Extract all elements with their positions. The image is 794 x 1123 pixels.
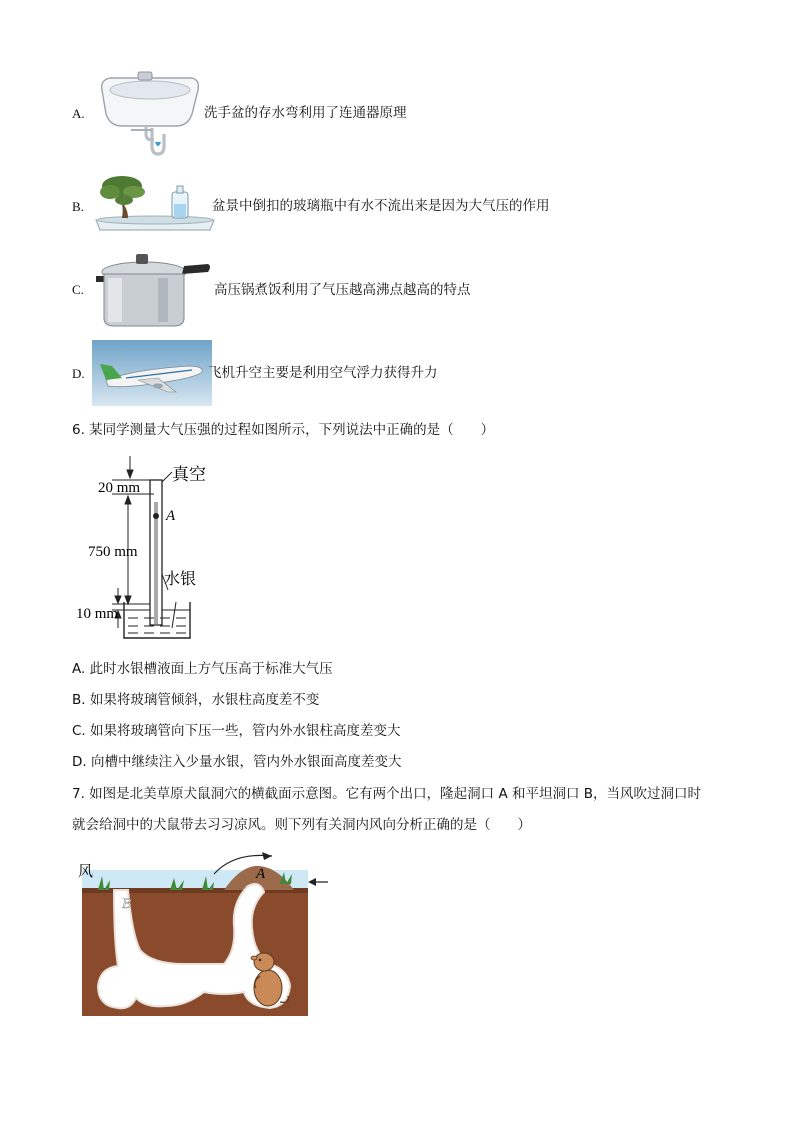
bonsai-image [94,170,216,238]
label-vacuum: 真空 [172,465,206,485]
option-c-letter: C. [72,282,84,297]
label-point-a: A [166,508,176,524]
option-a-text: 洗手盆的存水弯利用了连通器原理 [204,105,407,121]
label-depth: 10 mm [76,606,119,622]
burrow-diagram [74,846,332,1022]
label-top-gap: 20 mm [98,480,141,496]
barometer-diagram [74,452,224,651]
q6-choice-a: A. 此时水银槽液面上方气压高于标准大气压 [72,661,333,677]
label-b: B [122,896,132,912]
option-a-letter: A. [72,106,85,121]
q6-stem: 6. 某同学测量大气压强的过程如图所示，下列说法中正确的是（ ） [72,422,495,438]
q6-choice-d: D. 向槽中继续注入少量水银，管内外水银面高度差变大 [72,754,402,770]
label-a: A [256,866,266,882]
option-b-text: 盆景中倒扣的玻璃瓶中有水不流出来是因为大气压的作用 [212,198,550,214]
sink-image [96,70,202,164]
label-wind: 风 [78,862,94,880]
q7-stem-line1: 7. 如图是北美草原犬鼠洞穴的横截面示意图。它有两个出口，隆起洞口 A 和平坦洞口 B，当风吹过洞口时 [72,786,702,802]
q6-choice-b: B. 如果将玻璃管倾斜，水银柱高度差不变 [72,692,320,708]
q6-choice-c: C. 如果将玻璃管向下压一些，管内外水银柱高度差变大 [72,723,401,739]
airplane-image [92,340,212,410]
option-d-letter: D. [72,366,85,381]
label-mercury: 水银 [164,569,197,588]
pressure-cooker-image [92,252,214,334]
option-b-letter: B. [72,199,84,214]
q7-stem-line2: 就会给洞中的犬鼠带去习习凉风。则下列有关洞内风向分析正确的是（ ） [72,817,531,833]
option-c-text: 高压锅煮饭利用了气压越高沸点越高的特点 [214,282,471,298]
label-column-height: 750 mm [88,544,138,560]
option-d-text: 飞机升空主要是利用空气浮力获得升力 [208,365,438,381]
